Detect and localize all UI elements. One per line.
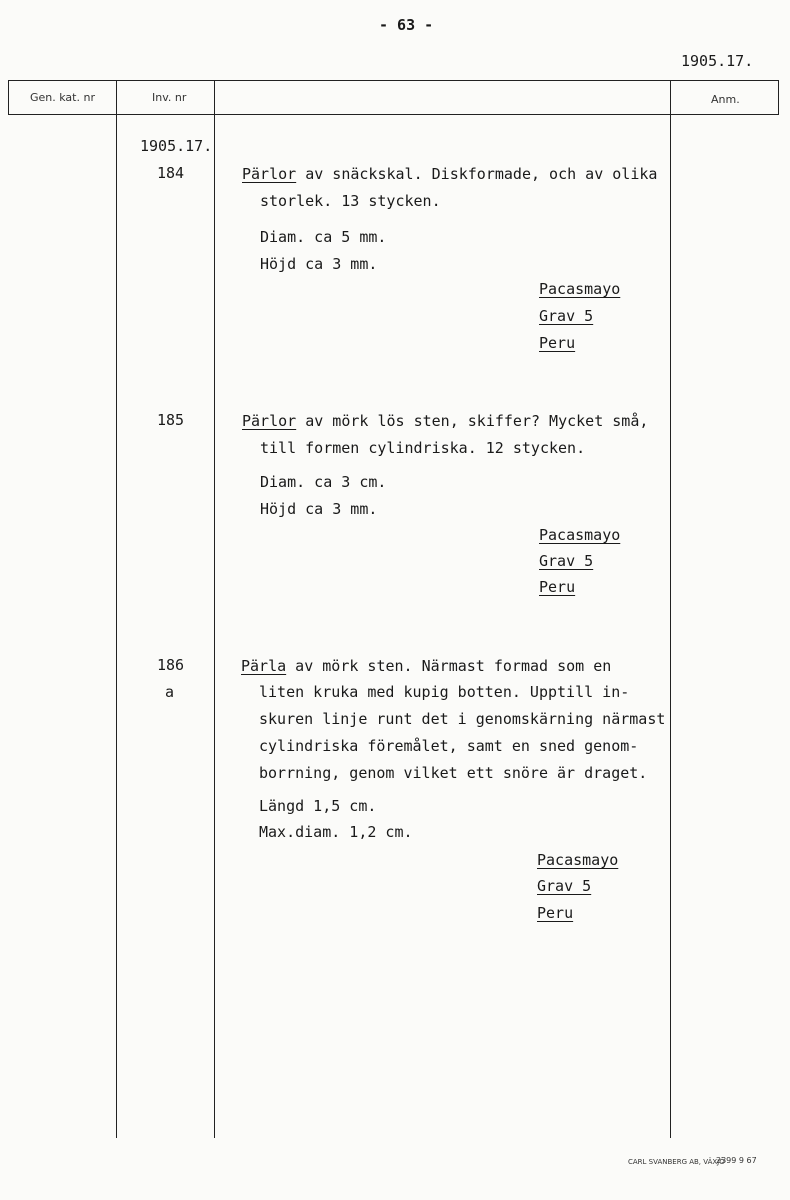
printer-imprint: CARL SVANBERG AB, VÄXJÖ [628,1158,725,1166]
grave: Grav 5 [539,307,594,325]
object-title: Pärla [241,657,287,675]
measurement: Längd 1,5 cm. [259,797,377,815]
form-code: 2399 9 67 [716,1156,757,1165]
inv-number: 184 [157,164,185,182]
country: Peru [537,904,574,922]
inv-number: 186 [157,656,185,674]
description-line: Pärla av mörk sten. Närmast formad som en [241,657,612,675]
find-site: Pacasmayo [537,851,619,869]
country: Peru [539,334,576,352]
left-border [8,80,9,114]
right-border [778,80,779,114]
col-header-anm: Anm. [711,93,740,106]
object-title: Pärlor [242,412,297,430]
table-top-border [8,80,779,81]
divider-inv-desc [214,80,215,1138]
description-line: Pärlor av snäckskal. Diskformade, och av olika [242,165,658,183]
inv-subnumber: a [165,683,175,701]
measurement: Diam. ca 3 cm. [260,473,387,491]
country: Peru [539,578,576,596]
description-line: cylindriska föremålet, samt en sned genom- [259,737,639,755]
catalog-reference: 1905.17. [681,52,754,70]
divider-desc-anm [670,80,671,1138]
object-title: Pärlor [242,165,297,183]
measurement: Höjd ca 3 mm. [260,255,378,273]
find-site: Pacasmayo [539,280,621,298]
description-line: till formen cylindriska. 12 stycken. [260,439,586,457]
measurement: Diam. ca 5 mm. [260,228,387,246]
col-header-gen: Gen. kat. nr [30,91,95,104]
measurement: Höjd ca 3 mm. [260,500,378,518]
measurement: Max.diam. 1,2 cm. [259,823,413,841]
inv-number: 185 [157,411,185,429]
description-line: Pärlor av mörk lös sten, skiffer? Mycket små, [242,412,649,430]
entry-prefix: 1905.17. [140,137,213,155]
description-line: skuren linje runt det i genomskärning närmast [259,710,666,728]
grave: Grav 5 [539,552,594,570]
grave: Grav 5 [537,877,592,895]
description-line: storlek. 13 stycken. [260,192,441,210]
description-line: liten kruka med kupig botten. Upptill in- [259,683,630,701]
divider-gen-inv [116,80,117,1138]
find-site: Pacasmayo [539,526,621,544]
description-line: borrning, genom vilket ett snöre är draget. [259,764,648,782]
header-bottom-border [8,114,779,115]
col-header-inv: Inv. nr [152,91,187,104]
page-number: - 63 - [379,16,434,34]
